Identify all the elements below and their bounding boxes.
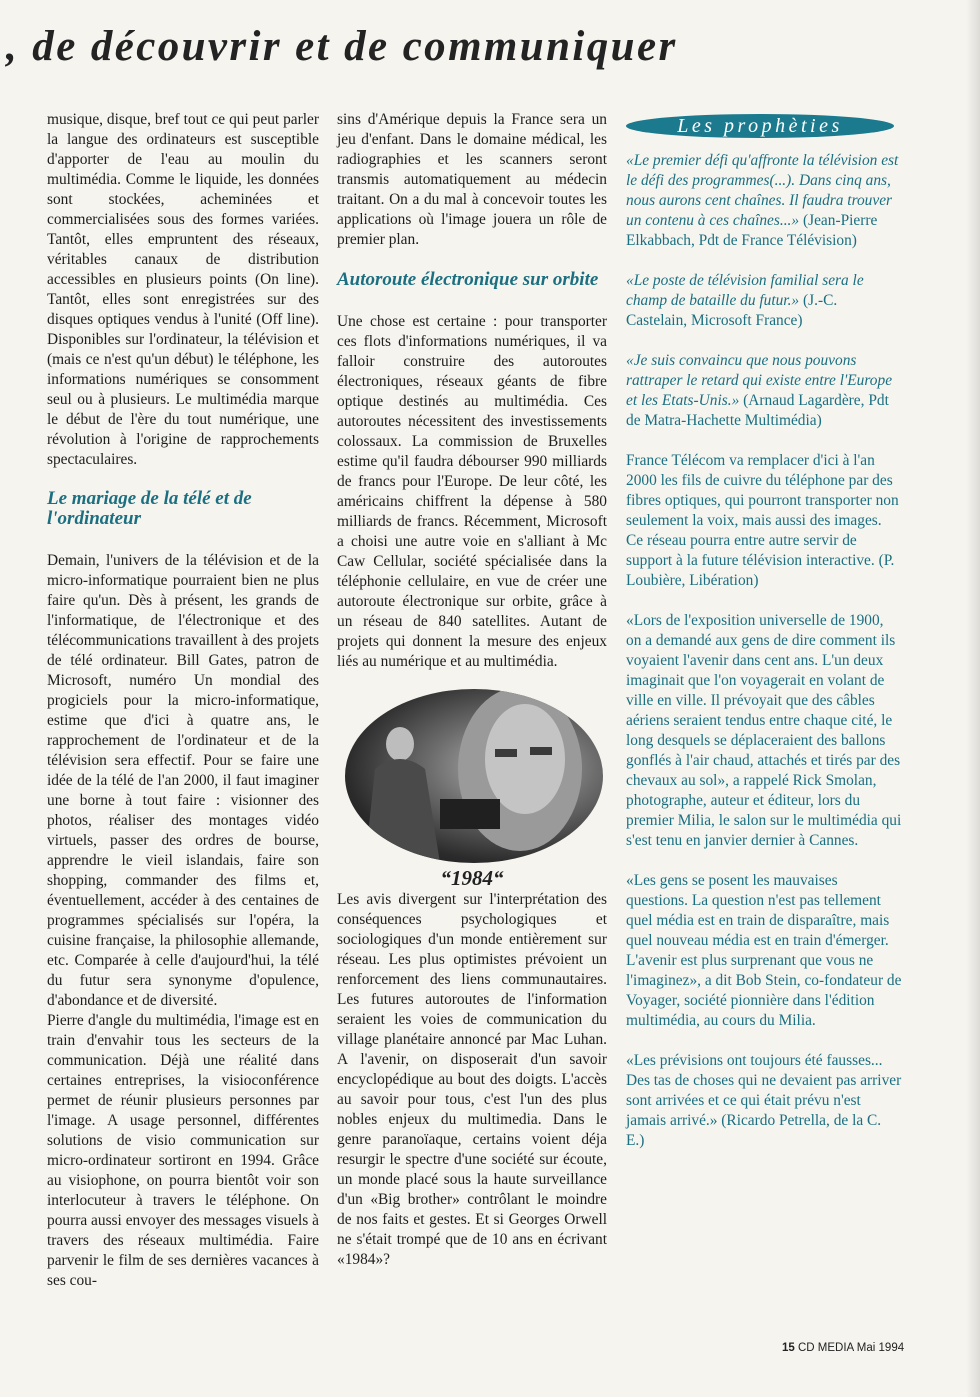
quote-block: «Les prévisions ont toujours été fausses... Des tas de choses qui ne devaient pas arriver sont arrivées et ce qui était prévu n'est jamais arrivé.» (Ricardo Petrella, de la C. E.) xyxy=(626,1052,902,1149)
face-highlight xyxy=(485,704,565,814)
eye-shadow xyxy=(495,749,517,757)
eye-shadow xyxy=(530,747,552,755)
paragraph: Une chose est certaine : pour transporter ces flots d'informations numériques, il va falloir construire des autoroutes électroniques, réseaux géants de fibre optique destinés au multimédia. Ces autoroutes nécessitent des investissements colossaux. La commission de Bruxelles estime qu'il faudra débourser 990 milliards de francs pour l'Europe. De leur côté, les américains chiffrent la dépense à 580 milliards de francs. Récemment, Microsoft a choisi une autre voie en s'alliant à Mc Caw Cellular, société spécialisée dans la téléphonie cellulaire, en vue de créer une autoroute électronique sur orbite, grâce à un réseau de 840 satellites. Autant de projets qui donnent la mesure des enjeux liés au numérique et au multimédia. xyxy=(337,313,607,670)
photo-caption: “1984“ xyxy=(440,866,504,890)
paragraph: sins d'Amérique depuis la France sera un jeu d'enfant. Dans le domaine médical, les radiographies et les scanners seront transmis automatiquement au médecin traitant. On a du mal à concevoir toutes les applications où l'image jouera un rôle de premier plan. xyxy=(337,111,607,248)
page-edge-shadow xyxy=(966,0,980,1397)
quote-block xyxy=(626,151,902,251)
paragraph: Les avis divergent sur l'interprétation des conséquences psychologiques et sociologiques d'un monde entièrement sur réseau. Les plus optimistes prévoient un renforcement des liens communautaires. Les futures autoroutes de l'information seraient les voies de communication du village planétaire annoncé par Mac Luhan. A l'avenir, on disposerait d'un savoir encyclopédique au bout des doigts. L'accès au savoir pour tous, c'est l'un des plus nobles enjeux du multimedia. Dans le genre paranoïaque, certains voient déja resurgir le spectre d'une société sur écoute, un monde placé sous la haute surveillance d'un «Big brother» contrôlant le moindre de nos faits et gestes. Et si Georges Orwell ne s'était trompé que de 10 ans en écrivant «1984»? xyxy=(337,891,607,1268)
page-footer xyxy=(782,1342,904,1354)
figure-body xyxy=(365,759,440,863)
article-column-2 xyxy=(337,110,607,1270)
quote-attribution: (Jean-Pierre Elkabbach, Pdt de France Télévision) xyxy=(626,212,878,249)
paragraph: Demain, l'univers de la télévision et de la micro-informatique pourraient bien ne plus faire qu'un. Dès à présent, les grands de l'informatique, de l'électronique et des télécommunications travaillent à des projets de télé ordinateur. Bill Gates, patron de Microsoft, numéro Un mondial des progiciels pour la micro-informatique, estime que d'ici à quatre ans, le rapprochement de l'ordinateur et de la télévision sera effectif. Pour se faire une idée de la télé de l'an 2000, il faut imaginer une borne à tout faire : visionner des photos, réaliser des montages vidéo virtuels, passer des ordres de bourse, apprendre le vieil islandais, faire son shopping, commander des films et, éventuellement, accéder à des centaines de programmes spécialisés sur l'opéra, la cuisine française, la philosophie allemande, etc. Comparée à celle d'aujourd'hui, la télé du futur sera synonyme d'opulence, d'abondance et de diversité. xyxy=(47,552,319,1009)
desk-shape xyxy=(440,799,500,829)
article-column-1 xyxy=(47,110,319,1291)
magazine-name: CD MEDIA xyxy=(798,1342,854,1354)
quote-block: «Les gens se posent les mauvaises questions. La question n'est pas tellement quel média est en train de disparaître, mais quel nouveau média est en train d'émerger. L'avenir est plus surprenant que vous ne l'imaginez», a dit Bob Stein, co-fondateur de Voyager, société pionnière dans l'édition multimédia, au cours du Milia. xyxy=(626,872,902,1029)
paragraph: musique, disque, bref tout ce qui peut parler la langue des ordinateurs est susceptible d'apporter de l'eau au moulin du multimédia. Comme le liquide, les données sont stockées, acheminées et commercialisées sous des formes variées. Tantôt, elles empruntent des réseaux, véritables canaux de distribution accessibles en plusieurs points (On line). Tantôt, elles sont enregistrées sur des disques optiques vendus à l'unité (Off line). Disponibles sur l'ordinateur, la télévision et (mais ce n'est qu'un début) le téléphone, les informations numériques se consomment seul ou à plusieurs. Le multimédia marque le début de l'ère du tout numérique, une révolution à l'origine de rapprochements spectaculaires. xyxy=(47,111,319,468)
quote-block: France Télécom va remplacer d'ici à l'an 2000 les fils de cuivre du téléphone par des fibres optiques, qui pourront transporter non seulement la voix, mais aussi des images. Ce réseau pourra entre autre servir de support à la future télévision interactive. (P. Loubière, Libération) xyxy=(626,452,899,589)
film-still-illustration xyxy=(345,689,603,863)
page-number: 15 xyxy=(782,1342,795,1354)
quote-attribution: (Arnaud Lagardère, Pdt de Matra-Hachette Multimédia) xyxy=(626,392,889,429)
film-still-photo xyxy=(345,689,603,863)
figure-head xyxy=(386,727,414,761)
quote-text: «Le premier défi qu'affronte la télévision est le défi des programmes(...). Dans cinq ans, nous aurons cent chaînes. Il faudra trouver un contenu à ces chaînes...» xyxy=(626,152,899,229)
sidebar-banner: Les prophèties xyxy=(626,114,894,138)
quote-text: «Je suis convaincu que nous pouvons rattraper le retard qui existe entre l'Europe et les Etats-Unis.» xyxy=(626,352,893,409)
quote-text: «Le poste de télévision familial sera le champ de bataille du futur.» xyxy=(626,272,864,309)
section-heading-autoroute: Autoroute électronique sur orbite xyxy=(337,269,599,290)
issue-date: Mai 1994 xyxy=(856,1342,905,1354)
section-heading-tele-ordinateur: Le mariage de la télé et de l'ordinateur xyxy=(47,488,252,529)
paragraph: Pierre d'angle du multimédia, l'image est en train d'envahir tous les secteurs de la communication. Déjà une réalité dans certaines entreprises, la visioconférence permet de réunir plusieurs personnes par l'image. A usage personnel, différentes solutions de visio communication sur micro-ordinateur sortiront en 1994. Grâce au visiophone, on pourra bientôt voir son interlocuteur à travers le téléphone. On pourra aussi envoyer des messages visuels à travers des réseaux multimédia. Faire parvenir le film de ses dernières vacances à ses cou- xyxy=(47,1012,319,1289)
quote-block: «Lors de l'exposition universelle de 1900, on a demandé aux gens de dire comment ils voyaient l'avenir dans cent ans. L'un deux imaginait que l'on voyagerait en volant de ville en ville. Il prévoyait que des câbles aériens seraient tendus entre chaque cité, le long desquels se déplaceraient des ballons gonflés à l'air chaud, attachés et tirés par des chevaux au sol», a rappelé Rick Smolan, photographe, auteur et éditeur, lors du premier Milia, le salon sur le multimédia qui s'est tenu en janvier dernier à Cannes. xyxy=(626,612,902,849)
sidebar-propheties xyxy=(626,110,902,1171)
quote-block xyxy=(626,351,902,431)
page-headline: , de découvrir et de communiquer xyxy=(6,23,678,70)
quote-block xyxy=(626,271,902,331)
quote-attribution: (J.-C. Castelain, Microsoft France) xyxy=(626,292,838,329)
